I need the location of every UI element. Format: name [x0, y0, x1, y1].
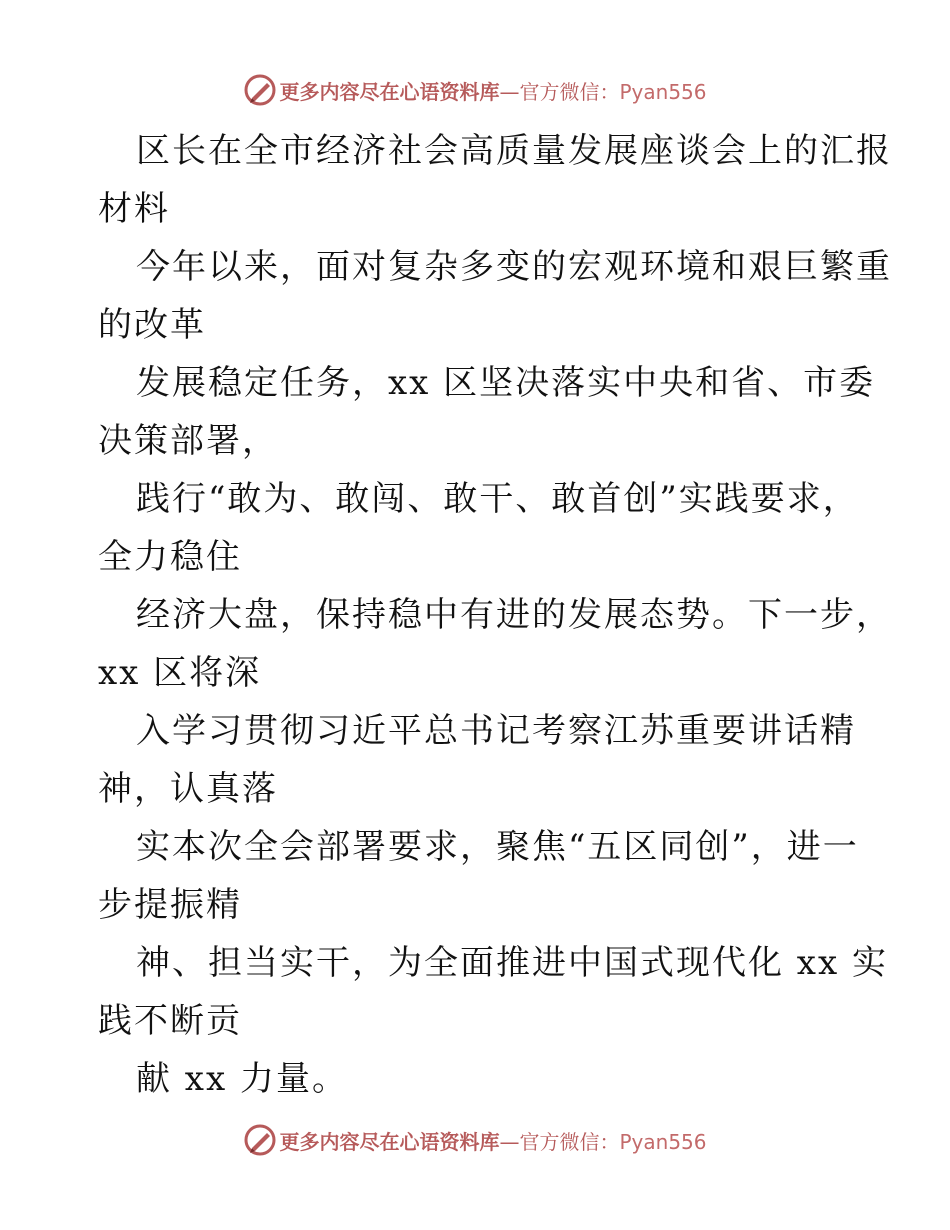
header-watermark [0, 70, 950, 110]
watermark-dash: — [499, 1129, 520, 1154]
text-line: 经济大盘，保持稳中有进的发展态势。下一步， [136, 595, 892, 635]
watermark-wechat-label: 官方微信： [519, 79, 620, 104]
text-line: 材料 [98, 189, 170, 229]
watermark-wechat-id: Pyan556 [619, 1129, 707, 1154]
document-body [98, 122, 892, 1108]
text-line: 今年以来，面对复杂多变的宏观环境和艰巨繁重 [136, 247, 892, 287]
text-line: 决策部署， [98, 421, 278, 461]
text-line: 全力稳住 [98, 537, 242, 577]
text-line: 践行“敢为、敢闯、敢干、敢首创”实践要求， [136, 479, 859, 519]
pen-circle-logo-icon [243, 1123, 277, 1157]
watermark-dash: — [499, 79, 520, 104]
watermark-site-text: 更多内容尽在心语资料库 [279, 79, 500, 104]
watermark-text [279, 1126, 706, 1155]
watermark-wechat-label: 官方微信： [519, 1129, 620, 1154]
watermark-site-text: 更多内容尽在心语资料库 [279, 1129, 500, 1154]
watermark-wechat-id: Pyan556 [619, 79, 707, 104]
text-line: 入学习贯彻习近平总书记考察江苏重要讲话精 [136, 711, 856, 751]
footer-watermark [0, 1120, 950, 1160]
text-line: 发展稳定任务，xx 区坚决落实中央和省、市委 [136, 363, 876, 403]
text-line: 献 xx 力量。 [136, 1059, 348, 1099]
text-line: 区长在全市经济社会高质量发展座谈会上的汇报 [136, 131, 892, 171]
text-line: 神、担当实干，为全面推进中国式现代化 xx 实 [136, 943, 888, 983]
text-line: 实本次全会部署要求，聚焦“五区同创”，进一 [136, 827, 859, 867]
pen-circle-logo-icon [243, 73, 277, 107]
text-line: xx 区将深 [98, 653, 262, 693]
watermark-text [279, 76, 706, 105]
text-line: 步提振精 [98, 885, 242, 925]
text-line: 践不断贡 [98, 1001, 242, 1041]
text-line: 的改革 [98, 305, 206, 345]
document-paragraph [98, 122, 892, 1108]
text-line: 神，认真落 [98, 769, 278, 809]
